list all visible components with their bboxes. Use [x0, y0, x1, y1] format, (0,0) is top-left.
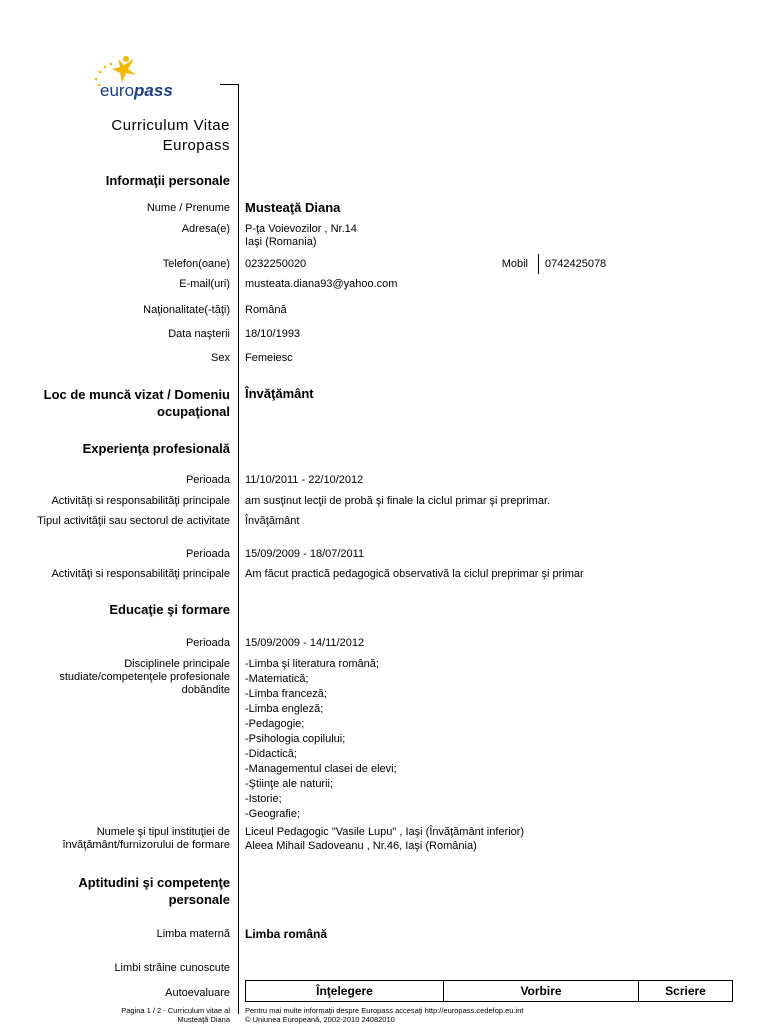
phone-value: 0232250020 — [245, 258, 307, 270]
table-header-understanding: Înţelegere — [246, 981, 444, 1002]
exp1-sector-label: Tipul activităţii sau sectorul de activitate — [37, 515, 230, 527]
phone-label: Telefon(oane) — [162, 258, 230, 270]
cv-title-line1: Curriculum Vitae — [111, 117, 230, 134]
cv-title-line2: Europass — [162, 137, 230, 154]
table-header-speaking: Vorbire — [444, 981, 639, 1002]
exp2-period-label: Perioada — [185, 548, 230, 560]
edu-institution-label: Numele şi tipul instituţiei de învăţământ/furnizorului de formare — [62, 826, 230, 851]
footer-page-line1: Pagina 1 / 2 - Curriculum vitae al — [121, 1006, 230, 1015]
list-item: -Ştiinţe ale naturii; — [245, 778, 334, 790]
list-item: -Matematică; — [245, 673, 309, 685]
list-item: -Istorie; — [245, 793, 282, 805]
logo-text-pass: pass — [134, 81, 173, 100]
exp1-period-label: Perioada — [185, 474, 230, 486]
footer-info-line1: Pentru mai multe informaţii despre Europass accesaţi http://europass.cedefop.eu.int — [245, 1006, 524, 1015]
list-item: -Geografie; — [245, 808, 301, 820]
header-divider-top — [220, 84, 238, 85]
address-line2: Iaşi (Romania) — [245, 236, 317, 248]
address-line1: P-ţa Voievozilor , Nr.14 — [245, 223, 357, 235]
address-label: Adresa(e) — [181, 223, 230, 235]
footer-page-info — [121, 1006, 230, 1024]
foreign-languages-label: Limbi străine cunoscute — [114, 962, 230, 974]
logo-text-euro: euro — [100, 81, 135, 100]
table-row — [246, 981, 733, 1002]
list-item: -Didactică; — [245, 748, 297, 760]
mobile-value: 0742425078 — [545, 258, 607, 270]
list-item: -Managementul clasei de elevi; — [245, 763, 397, 775]
list-item: -Pedagogie; — [245, 718, 305, 730]
list-item: -Limba engleză; — [245, 703, 324, 715]
section-education: Educaţie şi formare — [109, 602, 230, 617]
list-item: -Limba şi literatura română; — [245, 658, 379, 670]
exp2-activities-value: Am făcut practică pedagogică observativă la ciclul preprimar şi primar — [245, 568, 584, 580]
edu-subjects-label: Disciplinele principale studiate/competenţele profesionale dobândite — [59, 658, 230, 696]
exp1-activities-value: am susţinut lecţii de probă şi finale la ciclul primar şi preprimar. — [245, 495, 551, 507]
footer-info-line2: © Uniunea Europeană, 2002-2010 24082010 — [245, 1015, 395, 1024]
list-item: -Limba franceză; — [245, 688, 327, 700]
exp1-activities-label: Activităţi si responsabilităţi principale — [51, 495, 230, 507]
name-value: Musteaţă Diana — [245, 200, 341, 215]
mobile-label: Mobil — [501, 258, 528, 270]
mother-tongue-label: Limba maternă — [156, 928, 230, 940]
cv-title — [111, 116, 230, 156]
self-assessment-label: Autoevaluare — [165, 987, 230, 999]
section-skills: Aptitudini şi competenţe personale — [78, 875, 230, 907]
job-target-value: Învăţământ — [245, 386, 314, 401]
section-experience: Experienţa profesională — [82, 441, 230, 456]
name-label: Nume / Prenume — [146, 202, 230, 214]
nationality-value: Română — [245, 304, 287, 316]
list-item: -Psihologia copilului; — [245, 733, 346, 745]
sex-label: Sex — [211, 352, 230, 364]
mother-tongue-value: Limba română — [245, 927, 328, 941]
email-value[interactable]: musteata.diana93@yahoo.com — [245, 278, 398, 290]
edu-institution-line2: Aleea Mihail Sadoveanu , Nr.46, Iaşi (România) — [245, 840, 477, 852]
edu-institution-line1: Liceul Pedagogic "Vasile Lupu" , Iaşi (Învăţământ inferior) — [245, 826, 525, 838]
sex-value: Femeiesc — [245, 352, 293, 364]
birthdate-label: Data naşterii — [168, 328, 230, 340]
footer-page-line2: Musteaţă Diana — [177, 1015, 230, 1024]
footer-europass-info — [245, 1006, 523, 1024]
mobile-divider — [538, 254, 539, 274]
edu-subjects-list — [245, 657, 397, 822]
language-table — [245, 980, 733, 1002]
exp2-period-value: 15/09/2009 - 18/07/2011 — [245, 548, 365, 560]
europass-logo — [86, 55, 186, 105]
edu-period-label: Perioada — [185, 637, 230, 649]
section-personal-info: Informaţii personale — [105, 173, 230, 188]
table-header-writing: Scriere — [639, 981, 733, 1002]
birthdate-value: 18/10/1993 — [245, 328, 301, 340]
section-job-target: Loc de muncă vizat / Domeniu ocupaţional — [43, 387, 230, 419]
email-label: E-mail(uri) — [179, 278, 230, 290]
exp1-sector-value: Învăţământ — [245, 515, 300, 527]
exp1-period-value: 11/10/2011 - 22/10/2012 — [245, 474, 364, 486]
edu-period-value: 15/09/2009 - 14/11/2012 — [245, 637, 365, 649]
nationality-label: Naţionalitate(-tăţi) — [143, 304, 230, 316]
exp2-activities-label: Activităţi si responsabilităţi principale — [51, 568, 230, 580]
main-divider-line — [238, 84, 239, 1014]
